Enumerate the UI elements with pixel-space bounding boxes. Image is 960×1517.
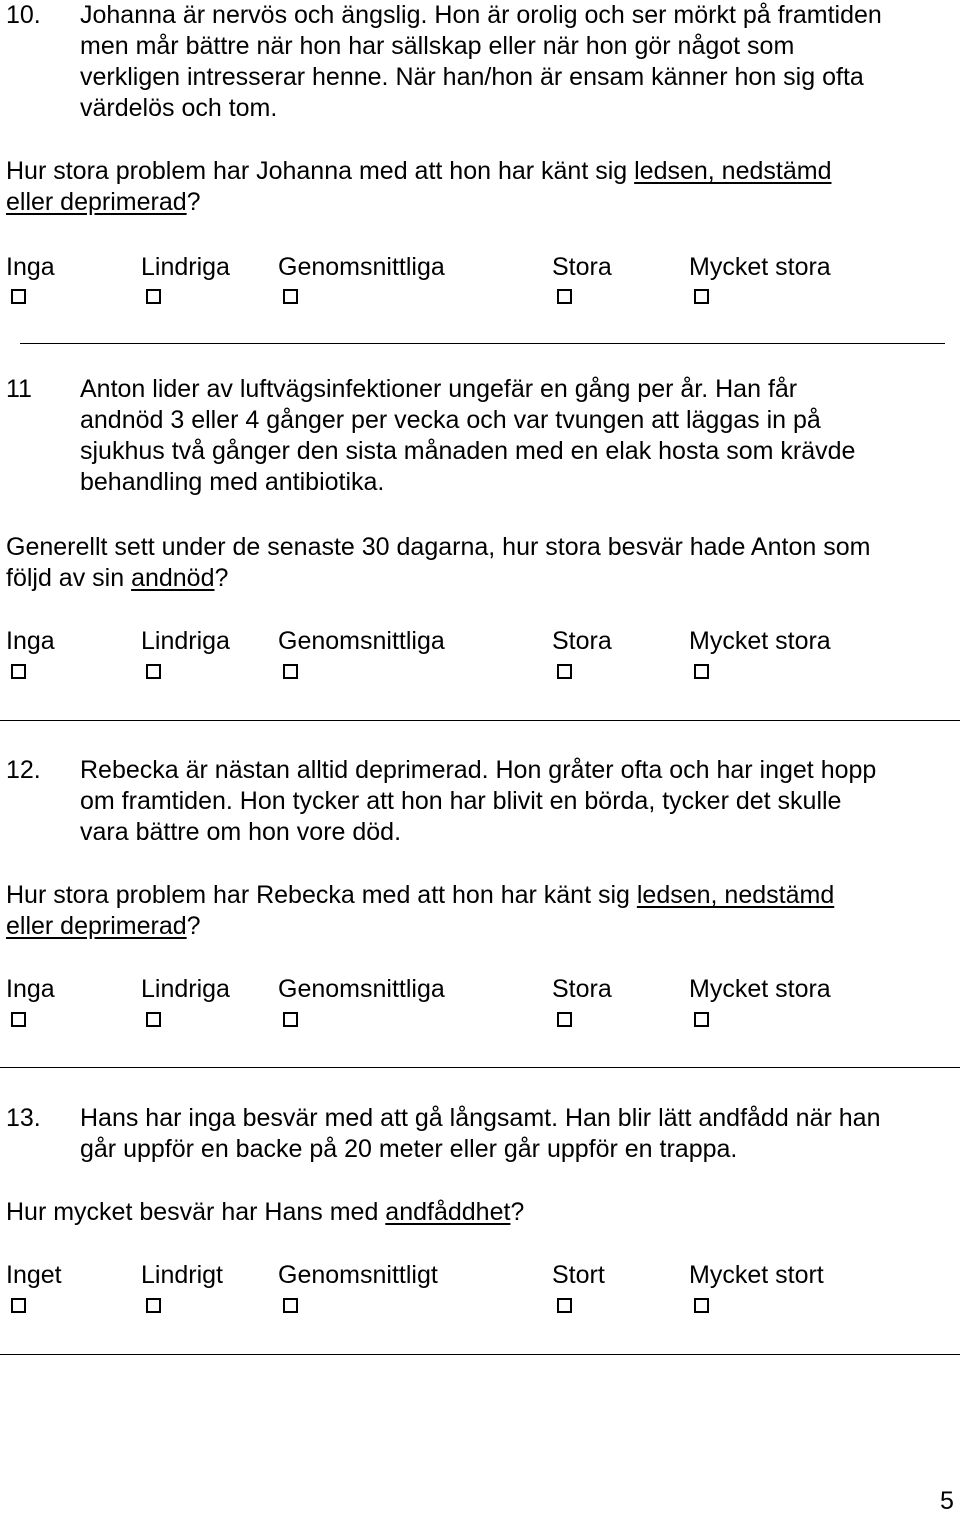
checkbox-genomsnittligt[interactable] [283,1298,298,1313]
option-label-stort: Stort [552,1261,605,1289]
question-underlined-text: ledsen, nedstämd [634,157,832,185]
item-10-line: Johanna är nervös och ängslig. Hon är orolig och ser mörkt på framtiden [80,1,882,29]
question-underlined-text: andfåddhet [385,1198,511,1226]
item-10-line: verkligen intresserar henne. När han/hon är ensam känner hon sig ofta [80,63,864,91]
option-label-mycket-stora: Mycket stora [689,975,831,1003]
checkbox-inga[interactable] [11,664,26,679]
option-label-mycket-stora: Mycket stora [689,627,831,655]
checkbox-lindriga[interactable] [146,1012,161,1027]
checkbox-genomsnittliga[interactable] [283,289,298,304]
option-label-stora: Stora [552,253,612,281]
checkbox-stora[interactable] [557,289,572,304]
item-11-line: Anton lider av luftvägsinfektioner ungefär en gång per år. Han får [80,375,798,403]
question-text: ? [186,912,201,940]
checkbox-stort[interactable] [557,1298,572,1313]
item-11-question [6,532,870,594]
item-12-line: Rebecka är nästan alltid deprimerad. Hon gråter ofta och har inget hopp [80,756,877,784]
checkbox-mycket-stora[interactable] [694,1012,709,1027]
item-10-line: men mår bättre när hon har sällskap eller när hon gör något som [80,32,795,60]
item-10-description [80,0,882,124]
option-label-mycket-stora: Mycket stora [689,253,831,281]
item-11-line: sjukhus två gånger den sista månaden med en elak hosta som krävde [80,437,856,465]
item-13-line: går uppför en backe på 20 meter eller går uppför en trappa. [80,1135,738,1163]
question-underlined-text: ledsen, nedstämd [636,881,835,909]
item-13-description [80,1103,880,1165]
item-11-description [80,374,855,498]
item-11-line: andnöd 3 eller 4 gånger per vecka och var tvungen att läggas in på [80,406,821,434]
option-label-inga: Inga [6,975,55,1003]
option-label-lindriga: Lindriga [141,627,230,655]
item-12-question [6,880,834,942]
option-label-stora: Stora [552,975,612,1003]
option-label-genomsnittliga: Genomsnittliga [278,975,445,1003]
item-13-number: 13. [6,1104,41,1132]
question-underlined-text: eller deprimerad [6,188,187,216]
item-10-number: 10. [6,1,41,29]
item-13-line: Hans har inga besvär med att gå långsamt. Han blir lätt andfådd när han [80,1104,881,1132]
separator-line [20,343,945,344]
checkbox-mycket-stort[interactable] [694,1298,709,1313]
checkbox-mycket-stora[interactable] [694,289,709,304]
option-label-stora: Stora [552,627,612,655]
question-text: följd av sin [6,564,132,592]
separator-line [0,720,960,721]
question-text: Hur stora problem har Rebecka med att hon har känt sig [6,881,637,909]
option-label-genomsnittliga: Genomsnittliga [278,253,445,281]
question-text: Generellt sett under de senaste 30 dagarna, hur stora besvär hade Anton som [6,533,871,561]
option-label-genomsnittliga: Genomsnittliga [278,627,445,655]
question-text: ? [186,188,201,216]
question-text: ? [510,1198,525,1226]
item-11-line: behandling med antibiotika. [80,468,385,496]
checkbox-inga[interactable] [11,1012,26,1027]
question-underlined-text: andnöd [131,564,215,592]
question-text: Hur mycket besvär har Hans med [6,1198,386,1226]
item-12-number: 12. [6,756,41,784]
separator-line [0,1354,960,1355]
checkbox-lindriga[interactable] [146,289,161,304]
option-label-inga: Inga [6,627,55,655]
item-10-question [6,156,831,218]
checkbox-inget[interactable] [11,1298,26,1313]
checkbox-genomsnittliga[interactable] [283,1012,298,1027]
option-label-genomsnittligt: Genomsnittligt [278,1261,438,1289]
separator-line [0,1067,960,1068]
checkbox-mycket-stora[interactable] [694,664,709,679]
checkbox-inga[interactable] [11,289,26,304]
item-12-description [80,755,876,848]
question-text: ? [214,564,229,592]
option-label-lindriga: Lindriga [141,253,230,281]
option-label-inga: Inga [6,253,55,281]
item-12-line: om framtiden. Hon tycker att hon har blivit en börda, tycker det skulle [80,787,842,815]
item-10-line: värdelös och tom. [80,94,278,122]
checkbox-lindrigt[interactable] [146,1298,161,1313]
question-text: Hur stora problem har Johanna med att hon har känt sig [6,157,635,185]
option-label-lindriga: Lindriga [141,975,230,1003]
checkbox-stora[interactable] [557,1012,572,1027]
option-label-mycket-stort: Mycket stort [689,1261,824,1289]
item-12-line: vara bättre om hon vore död. [80,818,402,846]
option-label-lindrigt: Lindrigt [141,1261,223,1289]
page-number: 5 [940,1487,954,1515]
option-label-inget: Inget [6,1261,62,1289]
item-13-question [6,1197,524,1228]
item-11-number: 11 [6,375,32,403]
question-underlined-text: eller deprimerad [6,912,187,940]
checkbox-stora[interactable] [557,664,572,679]
checkbox-genomsnittliga[interactable] [283,664,298,679]
checkbox-lindriga[interactable] [146,664,161,679]
